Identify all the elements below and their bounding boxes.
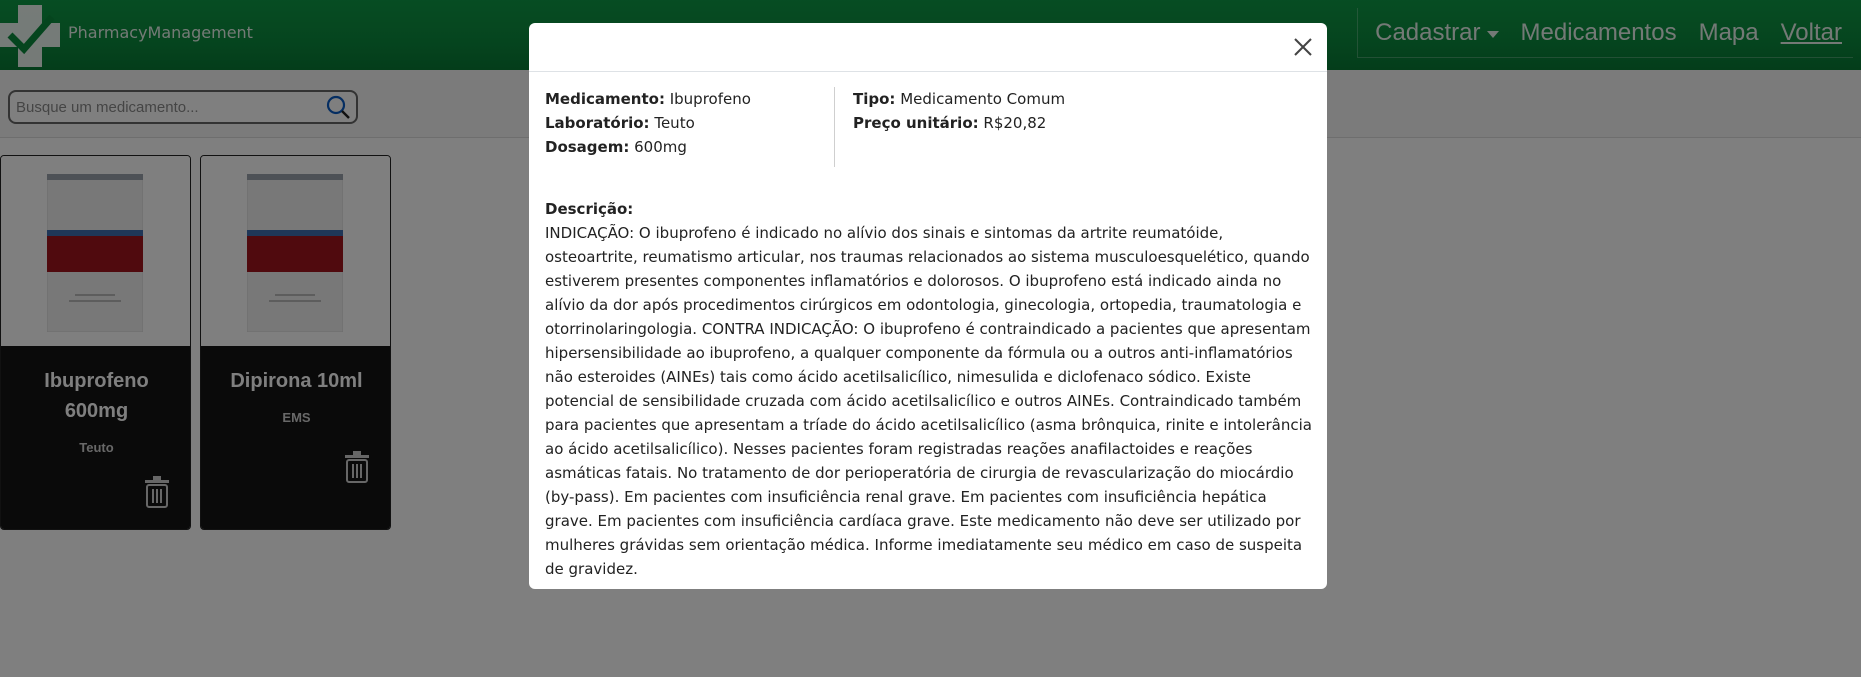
dosagem-value: 600mg xyxy=(634,138,687,156)
descricao-label: Descrição: xyxy=(545,200,634,218)
details-right-column xyxy=(835,87,1065,167)
tipo-label: Tipo: xyxy=(853,90,896,108)
laboratorio-label: Laboratório: xyxy=(545,114,650,132)
descricao-text: INDICAÇÃO: O ibuprofeno é indicado no alívio dos sinais e sintomas da artrite reumatóide, osteoartrite, reumatismo articular, nos traumas relacionados ao sistema musculoesquelético, quando estiverem presentes componentes inflamatórios e dolorosos. O ibuprofeno está indicado ainda no alívio da dor após procedimentos cirúrgicos em odontologia, ginecologia, ortopedia, traumatologia e otorrinolaringologia. CONTRA INDICAÇÃO: O ibuprofeno é contraindicado a pacientes que apresentam hipersensibilidade ao ibuprofeno, a qualquer componente da fórmula ou a outros anti-inflamatórios não esteroides (AINEs) tais como ácido acetilsalicílico, nimesulida e diclofenaco sódico. Existe potencial de sensibilidade cruzada com ácido acetilsalicílico e outros AINEs. Contraindicado também para pacientes que apresentam a tríade do ácido acetilsalicílico (asma brônquica, rinite e intolerância ao ácido acetilsalicílico). Nesses pacientes foram registradas reações anafilactoides e reações asmáticas fatais. No tratamento de dor perioperatória de cirurgia de revascularização do miocárdio (by-pass). Em pacientes com insuficiência renal grave. Em pacientes com insuficiência hepática grave. Em pacientes com insuficiência cardíaca grave. Este medicamento não deve ser utilizado por mulheres grávidas sem orientação médica. Informe imediatamente seu médico em caso de suspeita de gravidez. xyxy=(545,224,1312,578)
preco-value: R$20,82 xyxy=(983,114,1047,132)
preco-row xyxy=(853,111,1065,135)
medicine-detail-modal xyxy=(529,23,1327,589)
medicine-details xyxy=(545,87,1311,167)
dosagem-row xyxy=(545,135,824,159)
details-left-column xyxy=(545,87,835,167)
laboratorio-row xyxy=(545,111,824,135)
tipo-row xyxy=(853,87,1065,111)
modal-body xyxy=(529,72,1327,596)
tipo-value: Medicamento Comum xyxy=(900,90,1066,108)
medicamento-label: Medicamento: xyxy=(545,90,665,108)
close-icon[interactable] xyxy=(1293,37,1313,57)
medicamento-value: Ibuprofeno xyxy=(669,90,751,108)
laboratorio-value: Teuto xyxy=(654,114,695,132)
dosagem-label: Dosagem: xyxy=(545,138,630,156)
modal-header xyxy=(529,23,1327,72)
preco-label: Preço unitário: xyxy=(853,114,979,132)
medicamento-row xyxy=(545,87,824,111)
